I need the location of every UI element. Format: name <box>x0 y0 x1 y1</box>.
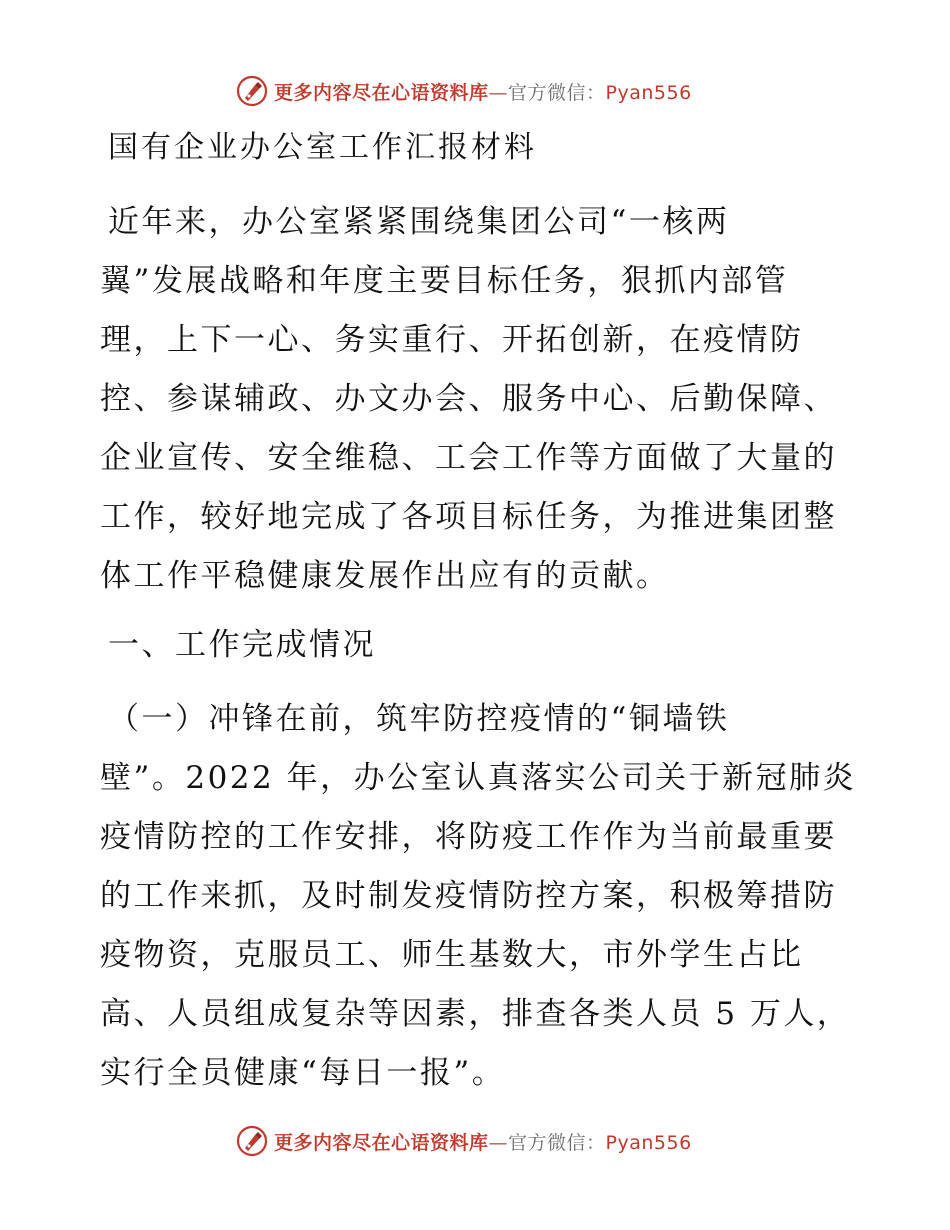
text-line: 高、人员组成复杂等因素，排查各类人员 5 万人， <box>100 996 851 1032</box>
header-watermark <box>236 74 692 108</box>
watermark-dash: — <box>488 1131 509 1154</box>
text-line: 壁”。2022 年，办公室认真落实公司关于新冠肺炎 <box>100 760 857 796</box>
text-line: 理，上下一心、务实重行、开拓创新，在疫情防 <box>100 322 804 358</box>
pen-nib-seal-icon <box>236 1125 268 1157</box>
section-heading <box>100 616 860 675</box>
section-heading-text: 一、工作完成情况 <box>108 627 376 663</box>
watermark-main: 更多内容尽在心语资料库 <box>274 81 489 104</box>
text-line: 工作，较好地完成了各项目标任务，为推进集团整 <box>100 499 837 535</box>
watermark-label: 官方微信： <box>508 81 606 104</box>
text-line: 企业宣传、安全维稳、工会工作等方面做了大量的 <box>100 440 837 476</box>
watermark-id: Pyan556 <box>605 1131 692 1154</box>
document-title: 国有企业办公室工作汇报材料 <box>108 130 537 165</box>
text-line: 翼”发展战略和年度主要目标任务，狠抓内部管 <box>100 263 789 299</box>
text-line: （一）冲锋在前，筑牢防控疫情的“铜墙铁 <box>108 701 730 737</box>
text-line: 疫物资，克服员工、师生基数大，市外学生占比 <box>100 937 804 973</box>
watermark-text <box>274 1128 692 1155</box>
text-line: 控、参谋辅政、办文办会、服务中心、后勤保障、 <box>100 381 837 417</box>
text-line: 体工作平稳健康发展作出应有的贡献。 <box>100 558 670 594</box>
pen-nib-seal-icon <box>236 75 268 107</box>
watermark-id: Pyan556 <box>605 81 692 104</box>
text-line: 近年来，办公室紧紧围绕集团公司“一核两 <box>108 204 730 240</box>
footer-watermark <box>236 1124 692 1158</box>
watermark-text <box>274 78 692 105</box>
text-line: 疫情防控的工作安排，将防疫工作作为当前最重要 <box>100 819 837 855</box>
watermark-main: 更多内容尽在心语资料库 <box>274 1131 489 1154</box>
text-line: 的工作来抓，及时制发疫情防控方案，积极筹措防 <box>100 878 837 914</box>
text-line: 实行全员健康“每日一报”。 <box>100 1055 506 1091</box>
watermark-label: 官方微信： <box>508 1131 606 1154</box>
paragraph-section-1 <box>100 690 860 1103</box>
watermark-dash: — <box>488 81 509 104</box>
paragraph-intro <box>100 193 860 606</box>
